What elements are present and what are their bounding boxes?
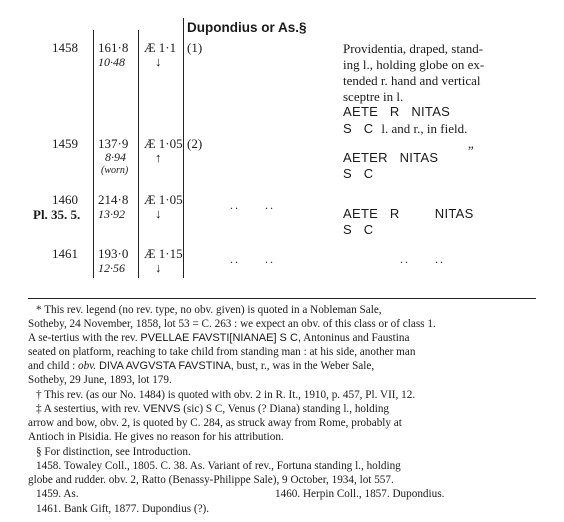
column-rule-2 <box>138 30 139 278</box>
footnote-star-line-1: * This rev. legend (no rev. type, no obv. given) is quoted in a Nobleman Sale, <box>36 304 382 316</box>
footnote-star-line-4: seated on platform, reaching to take child from standing man : at his side, another man <box>28 346 416 358</box>
footnote-ddagger-line-1 <box>36 402 389 416</box>
entry-number-1458: 1458 <box>52 40 78 55</box>
legend-1459: AETER NITAS <box>343 150 439 165</box>
footnote-star-line-5 <box>28 359 374 373</box>
condition-1459: (worn) <box>101 165 129 176</box>
column-rule-1 <box>93 30 94 278</box>
ditto-marks-1461-rev: .. .. <box>400 252 445 266</box>
footnote-star-line-3-b: Antoninus and Faustina <box>303 332 410 344</box>
legend-field-1458 <box>343 120 467 138</box>
die-axis-arrow-1458: ↓ <box>155 54 162 69</box>
die-axis-arrow-1461: ↓ <box>155 260 162 275</box>
footnote-ddagger-line-1-caps: VENVS <box>143 403 181 415</box>
description-line-1: Providentia, draped, stand- <box>343 41 484 56</box>
legend-field-text-1458: l. and r., in field. <box>381 121 468 136</box>
weight-grams-1459: 8·94 <box>105 150 126 164</box>
section-heading: Dupondius or As.§ <box>187 20 307 35</box>
footnote-section: § For distinction, see Introduction. <box>36 446 191 458</box>
column-rule-3 <box>183 18 184 278</box>
weight-grains-1459: 137·9 <box>98 136 129 151</box>
description-line-3: tended r. hand and vertical <box>343 73 481 88</box>
entry-number-1461: 1461 <box>52 246 78 261</box>
footnote-ddagger-line-1-a: ‡ A sestertius, with rev. <box>36 403 141 415</box>
footnote-star-line-2: Sotheby, 24 November, 1858, lot 53 = C. 263 : we expect an obv. of this class or of class 1. <box>28 318 436 330</box>
footnote-star-line-5-a: and child : <box>28 360 76 372</box>
footnote-divider <box>28 298 536 299</box>
note-1459: 1459. As. <box>36 488 79 500</box>
footnote-star-line-5-c: bust, r., was in the Weber Sale, <box>236 360 375 372</box>
ditto-marks-1461: .. .. <box>230 252 275 266</box>
note-1458-line-2: globe and rudder. obv. 2, Ratto (Benassy-Philippe Sale), 9 October, 1934, lot 557. <box>28 474 394 486</box>
die-axis-arrow-1459: ↑ <box>155 150 162 165</box>
note-ref-1458: (1) <box>187 40 203 55</box>
legend-field-1460: S C <box>343 222 374 237</box>
description-line-2: ing l., holding globe on ex- <box>343 57 485 72</box>
footnote-star-line-3-caps: PVELLAE FAVSTI[NIANAE] S C, <box>140 332 301 344</box>
legend-field-caps-1458: S C <box>343 121 374 136</box>
metal-size-1458: Æ 1·1 <box>144 40 177 55</box>
footnote-star-line-5-caps: DIVA AVGVSTA FAVSTINA, <box>98 360 234 372</box>
weight-grams-1461: 12·56 <box>98 261 125 275</box>
footnote-star-line-5-b: obv. <box>78 360 97 372</box>
footnote-ddagger-line-3: Antioch in Pisidia. He gives no reason for his attribution. <box>28 431 284 443</box>
weight-grains-1461: 193·0 <box>98 246 129 261</box>
weight-grams-1460: 13·92 <box>98 207 125 221</box>
die-axis-arrow-1460: ↓ <box>155 206 162 221</box>
note-ref-1459: (2) <box>187 136 203 151</box>
weight-grams-1458: 10·48 <box>98 55 125 69</box>
ditto-marks-1460: .. .. <box>230 198 275 212</box>
entry-number-1459: 1459 <box>52 136 78 151</box>
footnote-ddagger-line-1-b: (sic) S C, Venus (? Diana) standing l., holding <box>183 403 390 415</box>
metal-size-1461: Æ 1·15 <box>144 246 183 261</box>
weight-grains-1458: 161·8 <box>98 40 129 55</box>
footnote-star-line-3 <box>28 331 409 345</box>
entry-number-1460: 1460 <box>52 192 78 207</box>
note-1460: 1460. Herpin Coll., 1857. Dupondius. <box>275 488 445 500</box>
legend-1460: AETE R NITAS <box>343 206 474 221</box>
footnote-star-line-3-a: A se-tertius with the rev. <box>28 332 138 344</box>
footnote-star-line-6: Sotheby, 29 June, 1893, lot 179. <box>28 374 172 386</box>
note-1458-line-1: 1458. Towaley Coll., 1805. C. 38. As. Variant of rev., Fortuna standing l., holding <box>36 460 401 472</box>
footnote-ddagger-line-2: arrow and bow, obv. 2, is quoted by C. 284, as struck away from Rome, probably at <box>28 417 402 429</box>
weight-grains-1460: 214·8 <box>98 192 129 207</box>
plate-ref-1460: Pl. 35. 5. <box>33 207 81 222</box>
metal-size-1460: Æ 1·05 <box>144 192 183 207</box>
footnote-dagger: † This rev. (as our No. 1484) is quoted with obv. 2 in R. It., 1910, p. 457, Pl. VII, 12. <box>36 389 416 401</box>
legend-mark-1459: ” <box>468 143 474 158</box>
legend-field-1459: S C <box>343 166 374 181</box>
description-line-4: sceptre in l. <box>343 89 404 104</box>
legend-1458: AETE R NITAS <box>343 104 451 119</box>
note-1461: 1461. Bank Gift, 1877. Dupondius (?). <box>36 503 210 515</box>
metal-size-1459: Æ 1·05 <box>144 136 183 151</box>
